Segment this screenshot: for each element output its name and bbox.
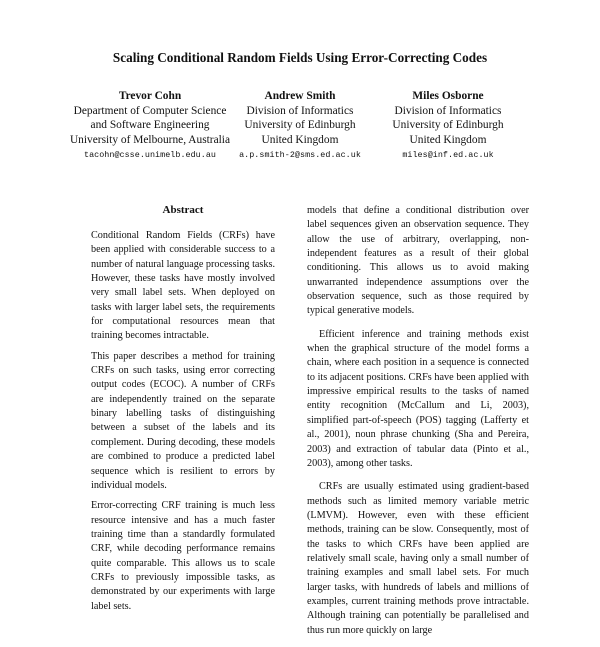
author-block [373,89,523,163]
abstract-paragraph: Conditional Random Fields (CRFs) have been applied with considerable success to a number of natural language processing tasks. However, these tasks have mostly involved very small label sets. When deployed on tasks with larger label sets, the requirements for computational resources mean that training becomes intractable. [91,230,275,342]
body-column [307,204,529,647]
author-affiliation-line: University of Edinburgh [244,119,356,132]
author-email: a.p.smith-2@sms.ed.ac.uk [239,150,361,161]
author-affiliation-line: University of Melbourne, Australia [69,133,231,146]
author-email: tacohn@csse.unimelb.edu.au [84,150,216,161]
paper-title: Scaling Conditional Random Fields Using Error-Correcting Codes [112,50,488,65]
body-paragraph: CRFs are usually estimated using gradient-based methods such as limited memory variable metric (LMVM). However, even with these efficient methods, training can be slow. Consequently, most of the tasks to which CRFs have been applied are relatively small scale, having only a small number of training examples and small label sets. For much larger tasks, with hundreds of labels and millions of examples, current training methods prove intractable. Although training can potentially be parallelised and thus run more quickly on large [307,481,529,636]
author-name: Andrew Smith [264,90,336,102]
author-affiliation-line: University of Edinburgh [392,119,504,132]
author-affiliation-line: Division of Informatics [394,104,502,117]
author-block [225,89,375,163]
body-paragraph: models that define a conditional distribution over label sequences given an observation sequence. They allow the use of arbitrary, overlapping, non-independent features as a result of their global conditioning. This allows us to avoid making unwarranted independence assumptions over the observation sequence, such as those required by typical generative models. [307,205,529,317]
abstract-paragraph: This paper describes a method for training CRFs on such tasks, using error correcting output codes (ECOC). A number of CRFs are independently trained on the separate binary labelling tasks of distinguishing between a subset of the labels and its complement. During decoding, these models are combined to produce a predicted label sequence which is resilient to errors by individual models. [91,350,275,491]
author-affiliation-line: Department of Computer Science [73,104,227,117]
author-affiliation-line: and Software Engineering [90,119,210,132]
author-email: miles@inf.ed.ac.uk [402,150,494,161]
abstract-column [91,203,275,620]
abstract-paragraph: Error-correcting CRF training is much less resource intensive and has a much faster training time than a standardly formulated CRF, while decoding performance remains quite comparable. This allows us to scale CRFs to previously impossible tasks, as demonstrated by our experiments with large label sets. [91,500,275,612]
body-paragraph: Efficient inference and training methods exist when the graphical structure of the model forms a chain, where each position in a sequence is connected to its adjacent positions. CRFs have been applied with impressive empirical results to the tasks of named entity recognition (McCallum and Li, 2003), simplified part-of-speech (POS) tagging (Lafferty et al., 2001), noun phrase chunking (Sha and Pereira, 2003) and extraction of tabular data (Pinto et al., 2003), among other tasks. [307,328,529,469]
author-block [60,89,240,163]
author-name: Miles Osborne [412,90,484,102]
author-affiliation-line: Division of Informatics [246,104,354,117]
abstract-heading: Abstract [162,204,204,216]
author-name: Trevor Cohn [118,90,182,102]
author-affiliation-line: United Kingdom [261,133,339,146]
author-affiliation-line: United Kingdom [409,133,487,146]
